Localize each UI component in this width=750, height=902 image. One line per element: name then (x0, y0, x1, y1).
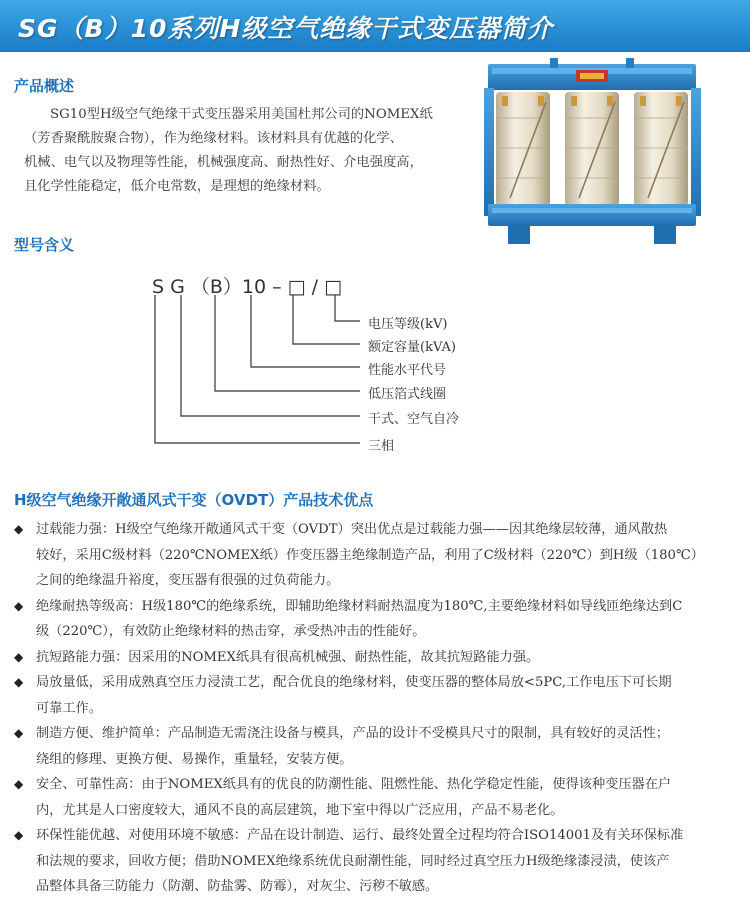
list-item (12, 772, 734, 823)
legend-three-phase: 三相 (368, 439, 395, 454)
legend-dry-air-cooled: 干式、空气自冷 (368, 412, 460, 427)
item-line: 环保性能优越、对使用环境不敏感：产品在设计制造、运行、最终处置全过程均符合ISO14001及有关环保标准 (36, 828, 684, 843)
page-title: SG（B）10系列H级空气绝缘干式变压器简介 (18, 14, 554, 43)
item-line: 和法规的要求，回收方便；借助NOMEX绝缘系统优良耐潮性能，同时经过真空压力H级绝缘漆浸渍，使该产 (36, 853, 670, 869)
legend-capacity: 额定容量(kVA) (368, 340, 456, 355)
overview-line: 且化学性能稳定，低介电常数，是理想的绝缘材料。 (24, 179, 330, 194)
diamond-bullet-icon: ◆ (14, 649, 24, 664)
list-item (12, 721, 734, 772)
overview-line: （芳香聚酰胺聚合物），作为绝缘材料。该材料具有优越的化学、 (24, 131, 403, 146)
item-line: 可靠工作。 (36, 700, 102, 716)
item-line: 制造方便、维护简单：产品制造无需浇注设备与模具，产品的设计不受模具尺寸的限制，具有较好的灵活性； (36, 726, 669, 741)
advantages-heading: H级空气绝缘开敞通风式干变（OVDT）产品技术优点 (14, 491, 374, 509)
item-line: 之间的绝缘温升裕度，变压器有很强的过负荷能力。 (36, 573, 340, 588)
list-item (12, 645, 734, 671)
diamond-bullet-icon: ◆ (14, 522, 24, 536)
overview-heading: 产品概述 (14, 77, 75, 95)
list-item (12, 594, 734, 645)
legend-performance: 性能水平代号 (368, 363, 447, 378)
overview-line: 机械、电气以及物理等性能，机械强度高、耐热性好、介电强度高， (24, 155, 423, 170)
model-heading: 型号含义 (14, 236, 75, 254)
item-line: 内，尤其是人口密度较大，通风不良的高层建筑，地下室中得以广泛应用，产品不易老化。 (36, 802, 564, 818)
list-item (12, 823, 734, 900)
diamond-bullet-icon: ◆ (14, 726, 24, 740)
model-code: S G （B）10 – □ / □ (152, 276, 343, 298)
diamond-bullet-icon: ◆ (14, 598, 24, 613)
legend-foil-winding: 低压箔式线圈 (368, 387, 447, 402)
item-line: 绕组的修理、更换方便、易操作，重量轻，安装方便。 (36, 751, 353, 767)
advantages-list (12, 517, 734, 900)
list-item (12, 517, 734, 594)
item-line: 绝缘耐热等级高：H级180℃的绝缘系统，即辅助绝缘材料耐热温度为180℃,主要绝缘材料如导线匝绝缘达到C (36, 598, 683, 614)
item-line: 局放量低，采用成熟真空压力浸渍工艺，配合优良的绝缘材料，使变压器的整体局放<5PC,工作电压下可长期 (36, 675, 672, 690)
diamond-bullet-icon: ◆ (14, 828, 24, 842)
item-line: 较好，采用C级材料（220℃NOMEX纸）作变压器主绝缘制造产品，利用了C级材料（220℃）到H级（180℃） (36, 547, 704, 563)
legend-voltage: 电压等级(kV) (368, 317, 448, 332)
list-item (12, 670, 734, 721)
diamond-bullet-icon: ◆ (14, 777, 24, 791)
item-line: 级（220℃），有效防止绝缘材料的热击穿，承受热冲击的性能好。 (36, 624, 426, 639)
item-line: 安全、可靠性高：由于NOMEX纸具有的优良的防潮性能、阻燃性能、热化学稳定性能，使得该种变压器在户 (36, 777, 672, 792)
item-line: 过载能力强：H级空气绝缘开敞通风式干变（OVDT）突出优点是过载能力强——因其绝缘层较薄，通风散热 (36, 522, 668, 537)
overview-line: SG10型H级空气绝缘干式变压器采用美国杜邦公司的NOMEX纸 (50, 107, 433, 122)
diamond-bullet-icon: ◆ (14, 675, 24, 689)
item-line: 抗短路能力强：因采用的NOMEX纸具有很高机械强、耐热性能，故其抗短路能力强。 (36, 649, 540, 665)
item-line: 品整体具备三防能力（防潮、防盐雾、防霉），对灰尘、污秽不敏感。 (36, 879, 439, 894)
